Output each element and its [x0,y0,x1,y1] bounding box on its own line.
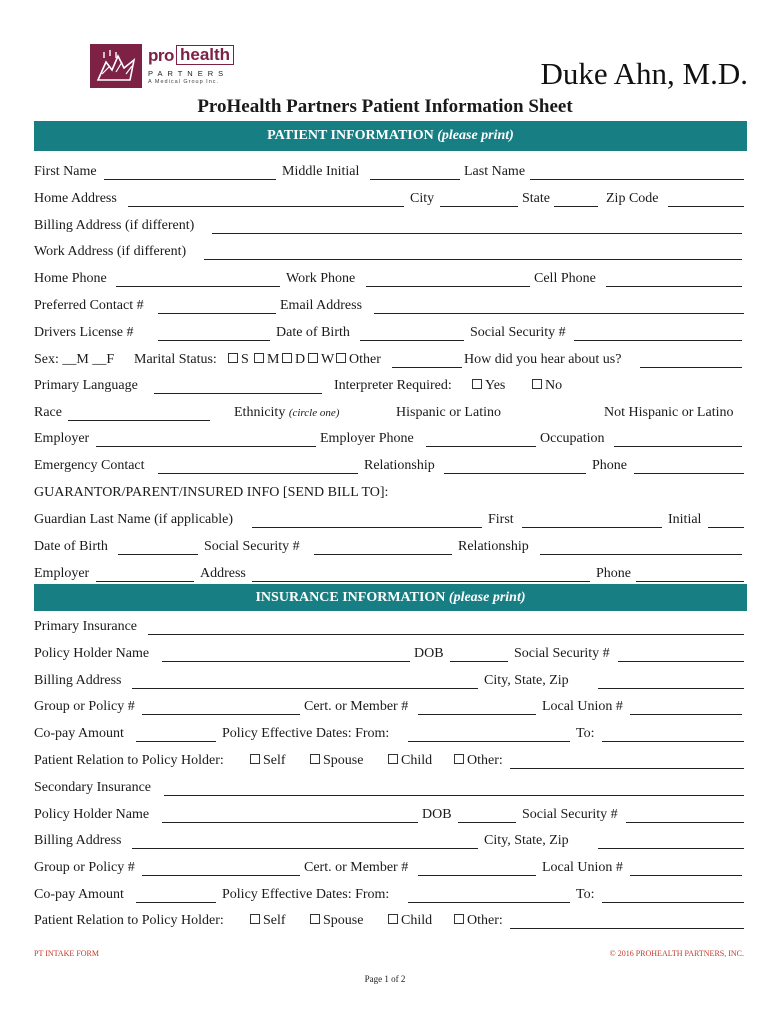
logo-partners-text: PARTNERS [148,69,229,78]
secondary-policy-to-field[interactable] [602,887,744,903]
secondary-policy-dates-label: Policy Effective Dates: From: [222,887,390,902]
primary-city-state-zip-field[interactable] [598,673,744,689]
secondary-cert-member-field[interactable] [418,860,536,876]
employer-label: Employer [34,431,90,446]
page-number: Page 1 of 2 [364,974,406,984]
checkbox-icon [454,754,464,764]
footer-copyright: © 2016 PROHEALTH PARTNERS, INC. [609,949,744,958]
secondary-relation-child-option[interactable]: Child [388,913,432,929]
hear-about-label: How did you hear about us? [464,352,622,367]
guardian-employer-field[interactable] [96,566,194,582]
primary-dob-field[interactable] [450,646,508,662]
checkbox-icon [388,754,398,764]
home-address-label: Home Address [34,191,117,206]
insurance-info-heading [34,584,747,611]
primary-relation-other-option[interactable]: Other: [454,753,503,769]
checkbox-icon [254,353,264,363]
zip-field[interactable] [668,191,744,207]
middle-initial-label: Middle Initial [282,164,360,179]
primary-copay-row [34,726,747,746]
email-label: Email Address [280,298,363,313]
secondary-insurance-row [34,780,747,800]
checkbox-icon [282,353,292,363]
ethnicity-not-hispanic-option[interactable]: Not Hispanic or Latino [604,405,734,420]
secondary-local-union-field[interactable] [630,860,742,876]
middle-initial-field[interactable] [370,164,460,180]
secondary-relation-row [34,913,747,933]
cell-phone-field[interactable] [606,271,742,287]
secondary-group-policy-field[interactable] [142,860,300,876]
primary-local-union-field[interactable] [630,699,742,715]
secondary-local-union-label: Local Union # [542,860,623,875]
primary-insurance-label: Primary Insurance [34,619,138,634]
secondary-policy-to-label: To: [576,887,595,902]
primary-local-union-label: Local Union # [542,699,623,714]
primary-holder-row [34,646,747,666]
drivers-license-field[interactable] [158,325,270,341]
guardian-relationship-label: Relationship [458,539,529,554]
primary-billing-address-field[interactable] [132,673,478,689]
secondary-billing-row [34,833,747,853]
secondary-relation-spouse-option[interactable]: Spouse [310,913,363,929]
sex-label[interactable]: Sex: __M __F [34,352,115,367]
interpreter-no-option[interactable]: No [532,378,562,394]
logo-health-text: health [176,45,234,65]
secondary-holder-row [34,807,747,827]
primary-insurance-row [34,619,747,639]
secondary-copay-label: Co-pay Amount [34,887,124,902]
form-title: ProHealth Partners Patient Information Sheet [197,96,573,117]
employer-phone-field[interactable] [426,431,536,447]
checkbox-icon [532,379,542,389]
primary-copay-field[interactable] [136,726,216,742]
checkbox-icon [308,353,318,363]
drivers-license-label: Drivers License # [34,325,134,340]
logo-pro-text: pro [148,46,174,65]
secondary-relation-label: Patient Relation to Policy Holder: [34,913,224,928]
primary-group-row [34,699,747,719]
checkbox-icon [250,914,260,924]
primary-dob-label: DOB [414,646,444,661]
marital-other-option[interactable]: Other [336,352,381,368]
cell-phone-label: Cell Phone [534,271,596,286]
guardian-last-label: Guardian Last Name (if applicable) [34,512,234,527]
primary-group-policy-label: Group or Policy # [34,699,135,714]
guardian-first-field[interactable] [522,512,662,528]
billing-address-diff-row [34,218,747,238]
secondary-cert-member-label: Cert. or Member # [304,860,409,875]
guardian-row [34,512,747,532]
ssn-field[interactable] [574,325,742,341]
contact-row [34,298,747,318]
emergency-relationship-label: Relationship [364,458,435,473]
checkbox-icon [472,379,482,389]
race-row [34,405,747,425]
preferred-contact-label: Preferred Contact # [34,298,144,313]
secondary-billing-address-field[interactable] [132,833,478,849]
primary-group-policy-field[interactable] [142,699,300,715]
secondary-ssn-field[interactable] [626,807,744,823]
primary-policy-holder-label: Policy Holder Name [34,646,150,661]
billing-address-diff-label: Billing Address (if different) [34,218,195,233]
emergency-contact-field[interactable] [158,458,358,474]
guardian-phone-field[interactable] [636,566,744,582]
primary-cert-member-label: Cert. or Member # [304,699,409,714]
checkbox-icon [336,353,346,363]
interpreter-label: Interpreter Required: [334,378,452,393]
secondary-relation-self-option[interactable]: Self [250,913,286,929]
guardian-ssn-field[interactable] [314,539,452,555]
employer-phone-label: Employer Phone [320,431,414,446]
checkbox-icon [454,914,464,924]
city-label: City [410,191,435,206]
ethnicity-hispanic-option[interactable]: Hispanic or Latino [396,405,501,420]
secondary-relation-other-option[interactable]: Other: [454,913,503,929]
primary-relation-self-option[interactable]: Self [250,753,286,769]
prohealth-logo [90,44,242,90]
logo-subtitle: A Medical Group Inc. [148,79,220,85]
home-address-field[interactable] [128,191,404,207]
guarantor-heading: GUARANTOR/PARENT/INSURED INFO [SEND BILL TO]: [34,485,389,500]
work-address-label: Work Address (if different) [34,244,187,259]
secondary-policy-from-field[interactable] [408,887,570,903]
checkbox-icon [310,914,320,924]
emergency-relationship-field[interactable] [444,458,586,474]
checkbox-icon [310,754,320,764]
employer-field[interactable] [96,431,316,447]
state-label: State [522,191,550,206]
circle-one-note: (circle one) [288,407,340,419]
last-name-field[interactable] [530,164,744,180]
work-address-row [34,244,747,264]
billing-address-diff-field[interactable] [212,218,742,234]
marital-d-option[interactable]: D [282,352,305,368]
primary-ssn-field[interactable] [618,646,744,662]
preferred-contact-field[interactable] [158,298,276,314]
checkbox-icon [228,353,238,363]
marital-s-option[interactable]: S [228,352,249,368]
primary-ssn-label: Social Security # [514,646,610,661]
primary-policy-from-field[interactable] [408,726,570,742]
secondary-dob-label: DOB [422,807,452,822]
dob-field[interactable] [360,325,464,341]
primary-billing-address-label: Billing Address [34,673,122,688]
employer-row [34,431,747,451]
marital-m-option[interactable]: M [254,352,279,368]
guardian-relationship-field[interactable] [540,539,742,555]
primary-relation-child-option[interactable]: Child [388,753,432,769]
primary-language-field[interactable] [154,378,322,394]
primary-policy-holder-field[interactable] [162,646,410,662]
race-field[interactable] [68,405,210,421]
primary-insurance-field[interactable] [148,619,744,635]
secondary-insurance-label: Secondary Insurance [34,780,152,795]
ethnicity-label: Ethnicity (circle one) [234,405,340,420]
last-name-label: Last Name [464,164,526,179]
emergency-phone-label: Phone [592,458,627,473]
doctor-name: Duke Ahn, M.D. [540,56,748,91]
phones-row [34,271,747,291]
patient-heading-text: PATIENT INFORMATION [267,128,434,143]
footer-form-name: PT INTAKE FORM [34,949,99,958]
primary-relation-row [34,753,747,773]
guardian-employer-label: Employer [34,566,90,581]
primary-copay-label: Co-pay Amount [34,726,124,741]
guardian-first-label: First [488,512,514,527]
guardian-id-row [34,539,747,559]
emergency-contact-label: Emergency Contact [34,458,145,473]
patient-info-heading [34,121,747,151]
primary-city-state-zip-label: City, State, Zip [484,673,569,688]
guardian-initial-field[interactable] [708,512,744,528]
primary-cert-member-field[interactable] [418,699,536,715]
marital-status-label: Marital Status: [134,352,217,367]
insurance-heading-text: INSURANCE INFORMATION [255,590,446,605]
name-row [34,164,747,184]
city-field[interactable] [440,191,518,207]
guardian-ssn-label: Social Security # [204,539,300,554]
secondary-city-state-zip-label: City, State, Zip [484,833,569,848]
id-row [34,325,747,345]
secondary-billing-address-label: Billing Address [34,833,122,848]
secondary-relation-other-field[interactable] [510,913,744,929]
secondary-copay-row [34,887,747,907]
home-address-row [34,191,747,211]
primary-billing-row [34,673,747,693]
secondary-policy-holder-label: Policy Holder Name [34,807,150,822]
guardian-employer-row [34,566,747,586]
primary-relation-label: Patient Relation to Policy Holder: [34,753,224,768]
email-field[interactable] [374,298,744,314]
home-phone-label: Home Phone [34,271,107,286]
work-phone-label: Work Phone [286,271,356,286]
guardian-phone-label: Phone [596,566,631,581]
primary-policy-to-label: To: [576,726,595,741]
guardian-dob-field[interactable] [118,539,198,555]
guarantor-heading-row [34,485,747,505]
work-phone-field[interactable] [366,271,530,287]
primary-policy-to-field[interactable] [602,726,744,742]
interpreter-yes-option[interactable]: Yes [472,378,505,394]
occupation-label: Occupation [540,431,605,446]
patient-heading-note: (please print) [437,128,514,143]
emergency-row [34,458,747,478]
marital-other-field[interactable] [392,352,462,368]
secondary-dob-field[interactable] [458,807,516,823]
secondary-copay-field[interactable] [136,887,216,903]
primary-relation-other-field[interactable] [510,753,744,769]
work-address-field[interactable] [204,244,742,260]
sex-marital-row [34,352,747,372]
first-name-label: First Name [34,164,97,179]
marital-w-option[interactable]: W [308,352,334,368]
emergency-phone-field[interactable] [634,458,744,474]
secondary-group-row [34,860,747,880]
occupation-field[interactable] [614,431,742,447]
secondary-ssn-label: Social Security # [522,807,618,822]
guardian-address-field[interactable] [252,566,590,582]
first-name-field[interactable] [104,164,276,180]
insurance-heading-note: (please print) [448,590,526,605]
primary-policy-dates-label: Policy Effective Dates: From: [222,726,390,741]
home-phone-field[interactable] [116,271,280,287]
guardian-address-label: Address [200,566,246,581]
hear-about-field[interactable] [640,352,742,368]
language-row [34,378,747,398]
checkbox-icon [250,754,260,764]
guardian-last-field[interactable] [252,512,482,528]
primary-relation-spouse-option[interactable]: Spouse [310,753,363,769]
secondary-group-policy-label: Group or Policy # [34,860,135,875]
guardian-initial-label: Initial [668,512,702,527]
state-field[interactable] [554,191,598,207]
primary-language-label: Primary Language [34,378,138,393]
secondary-insurance-field[interactable] [164,780,744,796]
ssn-label: Social Security # [470,325,566,340]
dob-label: Date of Birth [276,325,350,340]
race-label: Race [34,405,62,420]
checkbox-icon [388,914,398,924]
zip-label: Zip Code [606,191,659,206]
guardian-dob-label: Date of Birth [34,539,108,554]
secondary-city-state-zip-field[interactable] [598,833,744,849]
logo-hands-icon [90,44,142,88]
secondary-policy-holder-field[interactable] [162,807,418,823]
